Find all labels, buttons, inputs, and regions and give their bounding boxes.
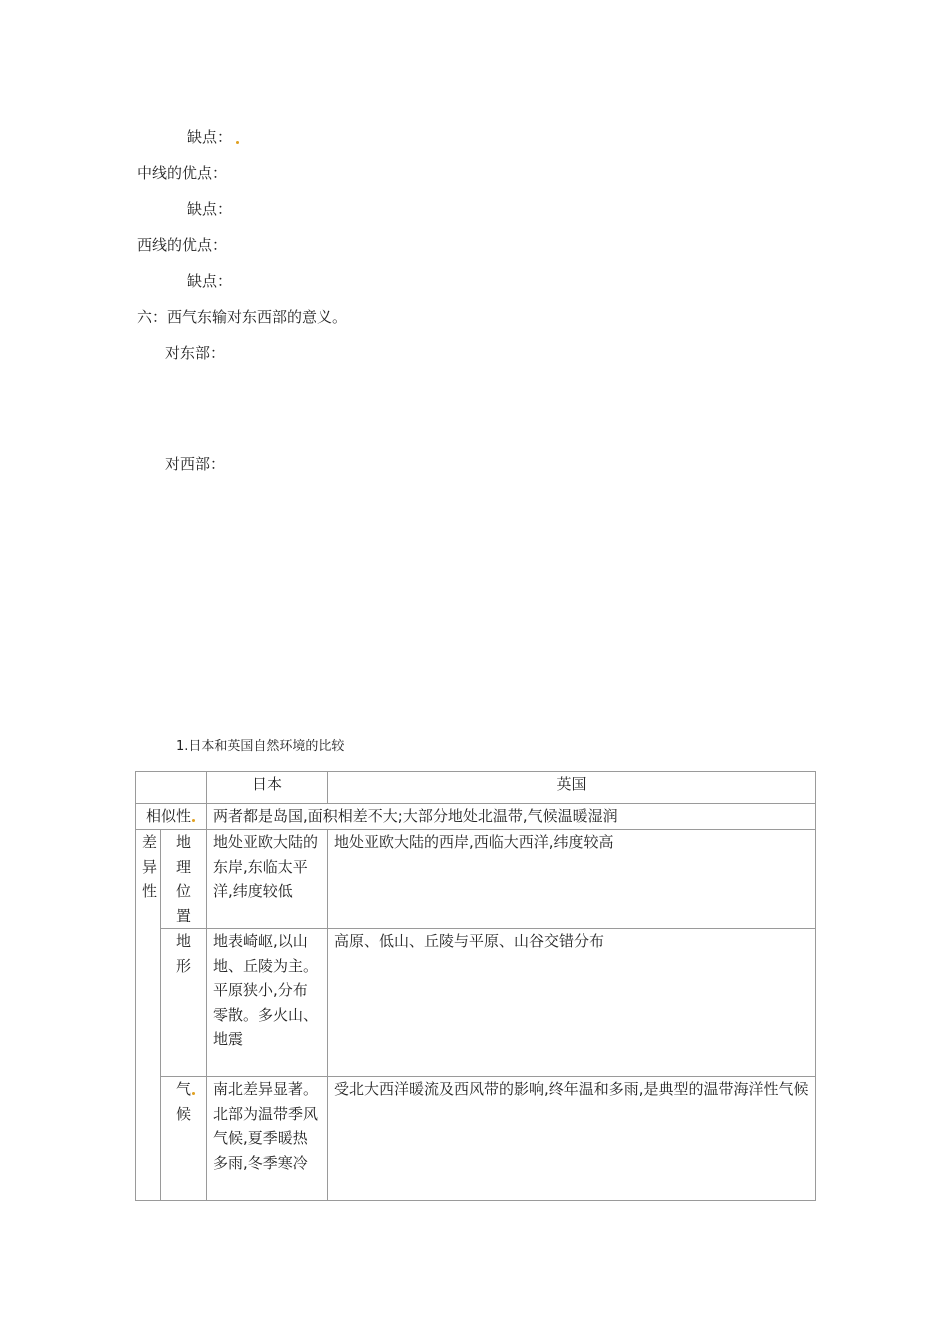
annotation-mark [236, 141, 239, 144]
header-uk: 英国 [328, 772, 816, 804]
aspect-climate: 气 候 [161, 1077, 207, 1201]
east-significance-label: 对东部： [165, 344, 226, 362]
table-row-location [136, 830, 816, 929]
header-japan: 日本 [207, 772, 328, 804]
section-six-heading: 六：西气东输对东西部的意义。 [137, 308, 348, 326]
aspect-terrain: 地 形 [161, 929, 207, 1077]
similarity-row [136, 804, 816, 830]
west-line-advantage: 西线的优点： [137, 236, 228, 254]
shortcoming-line-2: 缺点： [187, 200, 233, 218]
similarity-text: 两者都是岛国,面积相差不大;大部分地处北温带,气候温暖湿润 [207, 804, 816, 830]
similarity-label: 相似性 [136, 804, 207, 830]
table-caption: 1.日本和英国自然环境的比较 [176, 739, 345, 754]
west-significance-label: 对西部： [165, 455, 226, 473]
header-row [136, 772, 816, 804]
uk-climate: 受北大西洋暖流及西风带的影响,终年温和多雨,是典型的温带海洋性气候 [328, 1077, 816, 1201]
comparison-table [135, 771, 816, 1201]
table-row-terrain [136, 929, 816, 1077]
shortcoming-line-1: 缺点： [187, 127, 239, 147]
table-row-climate [136, 1077, 816, 1201]
uk-terrain: 高原、低山、丘陵与平原、山谷交错分布 [328, 929, 816, 1077]
japan-location: 地处亚欧大陆的东岸,东临太平洋,纬度较低 [207, 830, 328, 929]
header-blank [136, 772, 207, 804]
aspect-location: 地 理 位 置 [161, 830, 207, 929]
uk-location: 地处亚欧大陆的西岸,西临大西洋,纬度较高 [328, 830, 816, 929]
difference-label: 差 异 性 [136, 830, 161, 1201]
middle-line-advantage: 中线的优点： [137, 164, 228, 182]
shortcoming-line-3: 缺点： [187, 272, 233, 290]
japan-climate: 南北差异显著。北部为温带季风气候,夏季暖热多雨,冬季寒冷 [207, 1077, 328, 1201]
japan-terrain: 地表崎岖,以山地、丘陵为主。平原狭小,分布零散。多火山、地震 [207, 929, 328, 1077]
